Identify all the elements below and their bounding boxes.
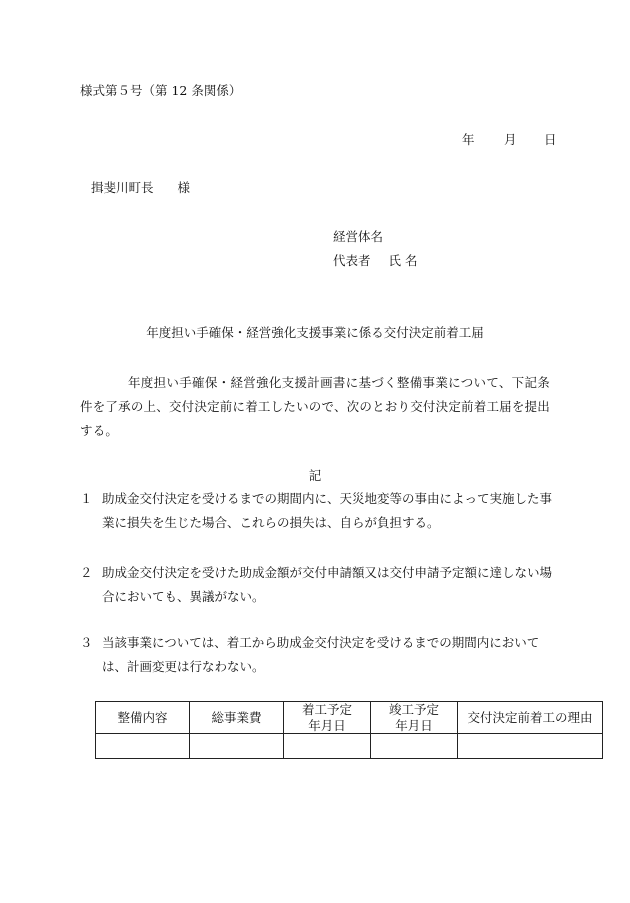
condition-text: 助成金交付決定を受けるまでの期間内に、天災地変等の事由によって実施した事業に損失を生じた場合、これらの損失は、自らが負担する。 (102, 491, 553, 530)
date-day-label: 日 (544, 132, 557, 147)
header-line: 竣工予定 (388, 702, 439, 717)
cell-start-date[interactable] (284, 734, 371, 759)
header-line: 年月日 (308, 717, 346, 733)
header-completion-date (371, 702, 458, 734)
date-year-label: 年 (462, 132, 475, 147)
header-line: 総事業費 (211, 709, 262, 725)
condition-text: 助成金交付決定を受けた助成金額が交付申請額又は交付申請予定額に達しない場合においても、異議がない。 (102, 565, 553, 604)
condition-text: 当該事業については、着工から助成金交付決定を受けるまでの期間内においては、計画変更は行なわない。 (102, 635, 540, 674)
header-line: 着工予定 (301, 702, 352, 717)
table-row (96, 734, 603, 759)
condition-item-1 (80, 487, 552, 535)
form-number: 様式第５号（第 12 条関係） (80, 83, 242, 98)
cell-completion-date[interactable] (371, 734, 458, 759)
cell-reason[interactable] (458, 734, 603, 759)
table-header-row (96, 702, 603, 734)
cell-total-cost[interactable] (190, 734, 284, 759)
header-total-cost (190, 702, 284, 734)
condition-item-2 (80, 561, 552, 609)
condition-number: １ (80, 491, 93, 506)
rep-label: 代表者 (333, 253, 371, 268)
ki-heading: 記 (308, 468, 322, 483)
header-line: 交付決定前着工の理由 (467, 709, 593, 725)
header-reason (458, 702, 603, 734)
date-month-label: 月 (504, 132, 517, 147)
header-works-content (96, 702, 190, 734)
addressee-name: 揖斐川町長 (91, 180, 154, 195)
representative-line (333, 253, 418, 268)
header-line: 年月日 (395, 717, 433, 733)
condition-number: ３ (80, 635, 93, 650)
document-title: 年度担い手確保・経営強化支援事業に係る交付決定前着工届 (146, 325, 484, 340)
condition-number: ２ (80, 565, 93, 580)
cell-works-content[interactable] (96, 734, 190, 759)
addressee (91, 180, 190, 195)
condition-item-3 (80, 631, 552, 679)
header-line: 整備内容 (117, 709, 168, 725)
body-paragraph: 年度担い手確保・経営強化支援計画書に基づく整備事業について、下記条件を了承の上、交付決定前に着工したいので、次のとおり交付決定前着工届を提出する。 (80, 375, 550, 438)
addressee-honorific: 様 (177, 180, 191, 195)
org-name-label: 経営体名 (333, 229, 384, 244)
header-start-date (284, 702, 371, 734)
date-line (462, 132, 557, 147)
works-table (95, 701, 603, 759)
rep-name-label: 氏 名 (388, 253, 418, 268)
